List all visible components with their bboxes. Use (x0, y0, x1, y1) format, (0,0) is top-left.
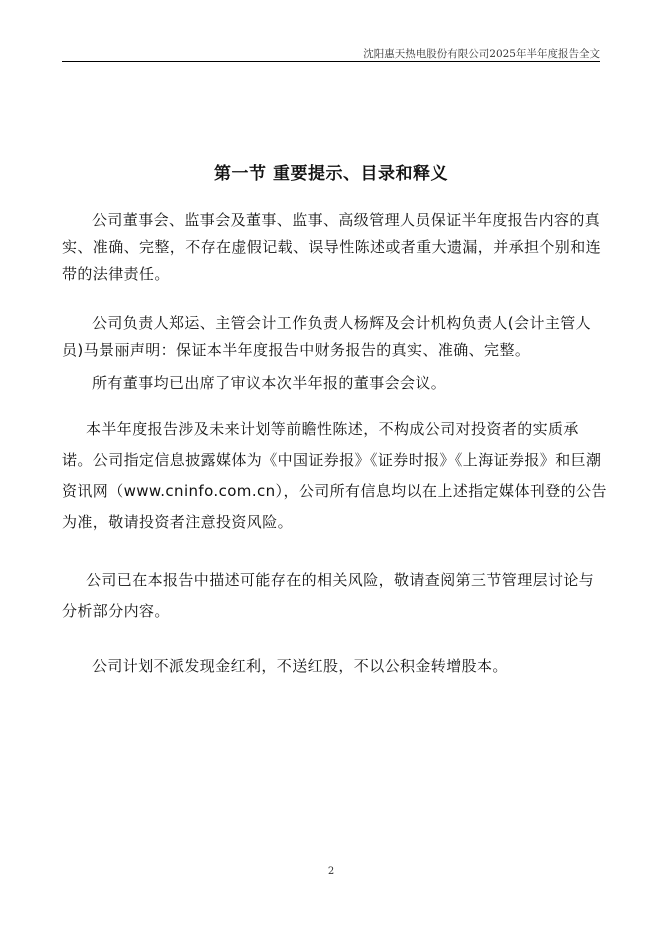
paragraph-board-guarantee: 公司董事会、监事会及董事、监事、高级管理人员保证半年度报告内容的真实、准确、完整，不存在虚假记载、误导性陈述或者重大遗漏，并承担个别和连带的法律责任。 (62, 211, 602, 283)
section-title: 第一节 重要提示、目录和释义 (214, 164, 448, 184)
paragraph-responsible-persons-statement: 公司负责人郑运、主管会计工作负责人杨辉及会计机构负责人(会计主管人员)马景丽声明：保证本半年度报告中财务报告的真实、准确、完整。 (62, 314, 592, 359)
paragraph-forward-looking-statement: 本半年度报告涉及未来计划等前瞻性陈述，不构成公司对投资者的实质承诺。公司指定信息披露媒体为《中国证券报》《证券时报》《上海证券报》和巨潮资讯网（www.cninfo.com.cn），公司所有信息均以在上述指定媒体刊登的公告为准，敬请投资者注意投资风险。 (62, 420, 607, 531)
paragraph-board-attendance: 所有董事均已出席了审议本次半年报的董事会会议。 (92, 374, 447, 392)
document-header-title: 沈阳惠天热电股份有限公司2025年半年度报告全文 (363, 48, 600, 60)
page-number: 2 (327, 866, 335, 877)
header-divider (62, 61, 600, 62)
paragraph-risk-notice: 公司已在本报告中描述可能存在的相关风险，敬请查阅第三节管理层讨论与分析部分内容。 (62, 571, 595, 620)
paragraph-dividend-plan: 公司计划不派发现金红利，不送红股，不以公积金转增股本。 (92, 657, 508, 675)
